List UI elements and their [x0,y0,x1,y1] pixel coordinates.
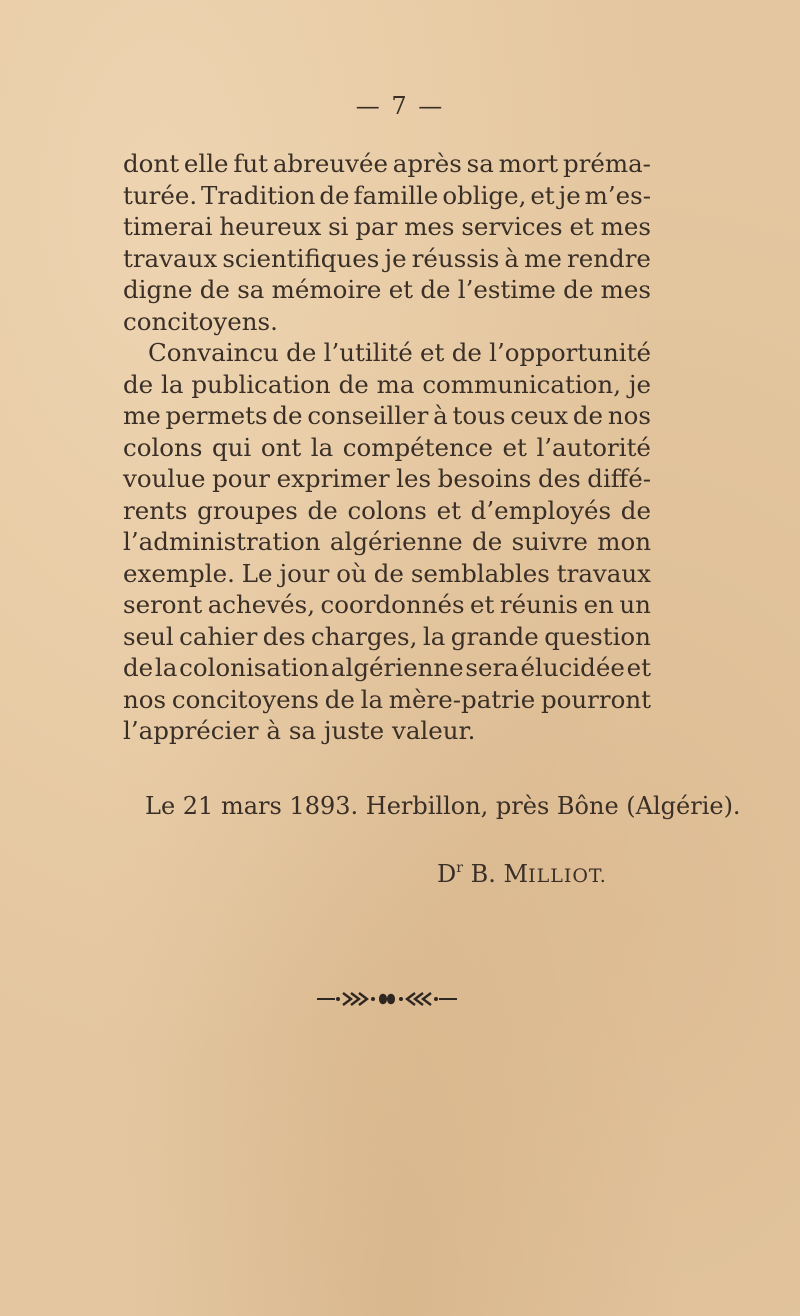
word: travaux [556,558,651,588]
word: la [310,432,334,462]
word: jour [279,558,330,588]
word: et [436,495,461,525]
word: si [328,212,349,241]
word: pourront [540,684,651,714]
text-line [123,463,651,495]
text-line [123,715,651,747]
word: exemple. [123,558,235,588]
word: scientifiques [222,243,380,273]
word: de [373,558,404,588]
signature-surname-initial: M [503,860,529,888]
word: conseiller [307,401,429,430]
word: ma [376,369,415,399]
word: question [544,621,651,651]
word: d’employés [470,495,612,525]
word: services [461,212,563,241]
word: grande [450,621,539,651]
text-line [123,400,651,432]
word: qui [211,432,252,462]
text-line [123,495,651,527]
word: l’utilité [323,338,413,367]
text-line [123,274,651,306]
word: publication [191,369,331,399]
word: et [626,653,651,682]
word: mort [498,149,559,178]
text-line [123,369,651,401]
word: communication, [422,369,621,399]
text-line [123,180,651,212]
signature-title: D [437,860,457,888]
word: et [502,432,527,462]
word: de [451,338,482,367]
word: de [286,338,317,367]
word: rendre [567,243,651,273]
word: de [123,653,154,682]
word: de [338,369,369,399]
word: je [384,243,407,273]
word: à [504,243,520,273]
text-line [123,432,651,464]
word: et [388,275,414,304]
word: sa [237,275,265,304]
word: mes [600,212,651,241]
word: turée. [123,180,198,210]
word: timerai [123,212,213,241]
word: travaux [123,243,218,273]
word: préma- [562,149,651,178]
word: de [324,684,355,714]
word: l’apprécier [123,716,259,745]
word: sa [466,149,494,178]
word: voulue [123,464,206,493]
word: charges, [311,621,418,651]
text-line [123,243,651,275]
word: mes [404,212,455,241]
word: concitoyens [171,684,319,714]
word: concitoyens. [123,306,278,336]
word: elle [183,149,229,178]
word: juste [323,716,385,745]
word: digne [123,275,193,304]
word: nos [123,684,167,714]
word: fut [233,149,269,178]
word: par [355,212,398,241]
word: rents [123,495,188,525]
word: à [433,401,448,430]
word: de [563,275,594,304]
word: et [569,212,594,241]
word: réussis [411,243,500,273]
word: colons [123,432,203,462]
text-line [123,526,651,558]
word: de [272,401,303,430]
page-number: — 7 — [355,92,445,120]
word: un [619,590,651,619]
word: compétence [342,432,493,462]
fleuron-ornament-icon [317,990,457,1008]
text-line [123,558,651,590]
word: mon [597,527,651,556]
word: de [472,527,503,556]
word: les [396,464,432,493]
word: la [360,684,384,714]
word: je [558,180,581,210]
word: réunis [499,590,579,619]
word: je [628,369,651,399]
text-line [123,211,651,243]
word: et [530,180,555,210]
word: valeur. [391,716,476,745]
word: ont [260,432,302,462]
word: sera [465,653,519,682]
word: Le [241,558,273,588]
word: tous [452,401,506,430]
text-line [123,148,651,180]
text-line [123,337,651,369]
word: coordonnés [320,590,465,619]
word: élucidée [520,653,625,682]
word: de [620,495,651,525]
word: mère-patrie [388,684,536,714]
text-line [123,684,651,716]
word: suivre [511,527,588,556]
word: des [537,464,581,493]
word: dont [123,149,180,178]
word: seront [123,590,203,619]
word: et [470,590,495,619]
word: mémoire [271,275,382,304]
word: algérienne [329,527,463,556]
signature-surname-rest: ILLIOT. [528,865,607,887]
word: l’opportunité [489,338,651,367]
body-text [123,148,651,747]
signature-title-superscript: r [456,860,463,876]
word: permets [165,401,268,430]
word: heureux [219,212,322,241]
word: cahier [179,621,258,651]
word: Convaincu [148,338,279,367]
word: où [336,558,367,588]
word: des [262,621,306,651]
text-line [123,652,651,684]
word: groupes [197,495,298,525]
word: l’administration [123,527,321,556]
word: la [161,369,184,399]
word: exprimer [276,464,390,493]
word: de [420,275,451,304]
word: diffé- [587,464,651,493]
word: l’estime [457,275,556,304]
word: de [123,369,154,399]
word: de [572,401,604,430]
word: Tradition [201,180,316,210]
dateline: Le 21 mars 1893. Herbillon, près Bône (Algérie). [145,792,741,820]
word: me [524,243,562,273]
word: la [422,621,446,651]
word: de [307,495,338,525]
word: m’es- [584,180,651,210]
word: achevés, [207,590,315,619]
word: mes [600,275,651,304]
word: algérienne [330,653,464,682]
word: pour [212,464,270,493]
word: en [583,590,614,619]
word: et [420,338,445,367]
word: après [392,149,462,178]
word: seul [123,621,174,651]
word: la [154,653,178,682]
text-line [123,306,651,338]
word: semblables [410,558,550,588]
word: à [266,716,282,745]
signature-initial: B. [470,860,496,888]
word: me [123,401,161,430]
text-line [123,589,651,621]
word: l’autorité [536,432,651,462]
word: de [319,180,350,210]
signature [437,852,607,892]
word: colons [347,495,427,525]
word: sa [288,716,317,745]
word: ceux [510,401,569,430]
word: oblige, [442,180,527,210]
word: colonisation [179,653,330,682]
word: nos [607,401,651,430]
word: de [199,275,230,304]
word: besoins [437,464,532,493]
word: famille [353,180,439,210]
word: abreuvée [272,149,388,178]
text-line [123,621,651,653]
